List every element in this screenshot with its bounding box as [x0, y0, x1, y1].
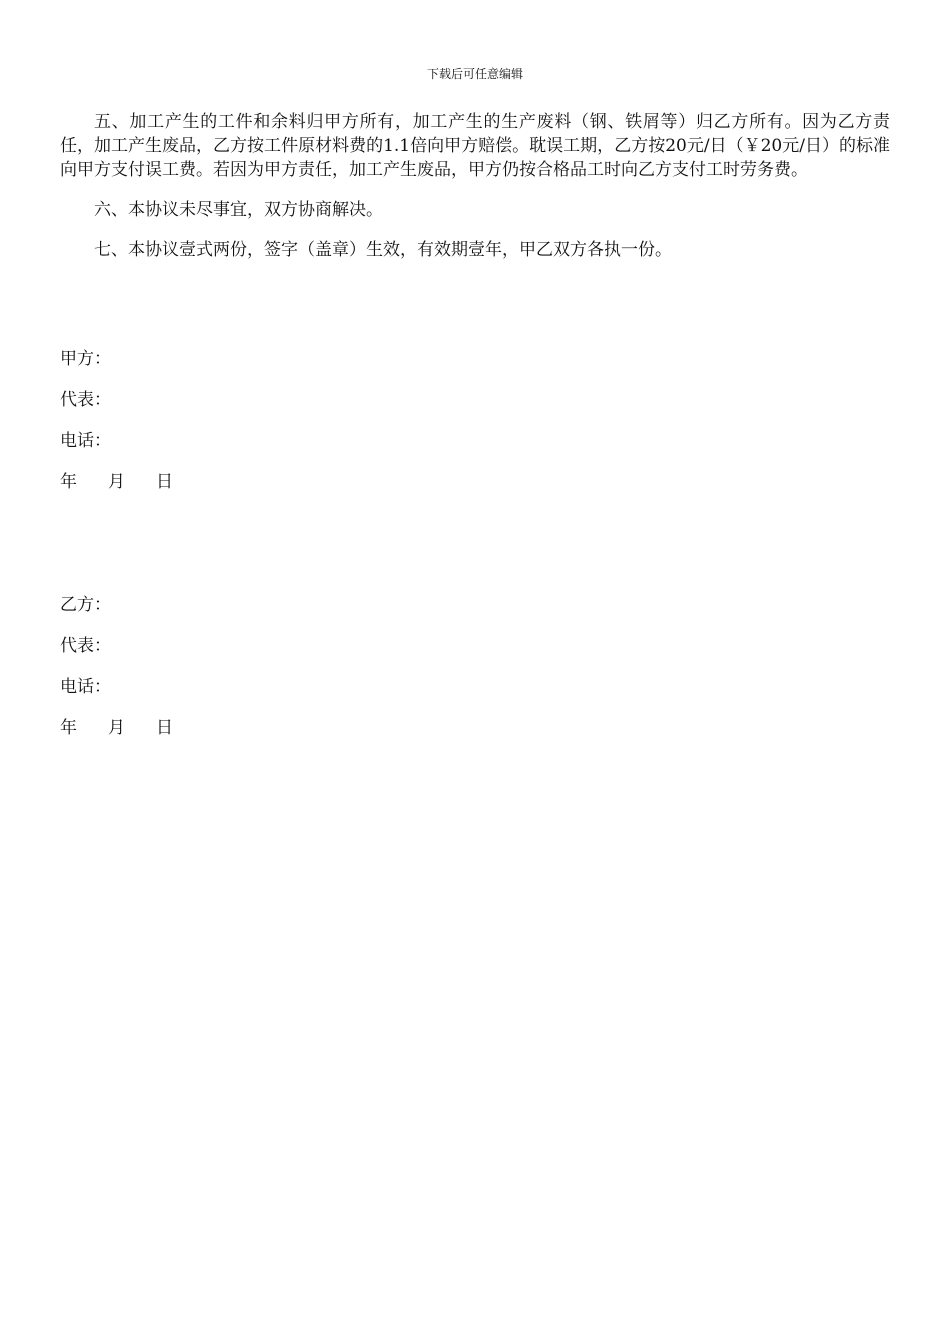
party-b-day-label: 日: [156, 718, 173, 738]
party-b-signature-block: [60, 593, 173, 757]
clause-seven: 七、本协议壹式两份，签字（盖章）生效，有效期壹年，甲乙双方各执一份。: [94, 240, 672, 260]
party-a-label: 甲方：: [60, 349, 111, 369]
party-a-signature-block: [60, 347, 173, 511]
party-a-representative-label: 代表：: [60, 390, 111, 410]
agreement-body: [60, 110, 890, 278]
party-b-phone-label: 电话：: [60, 677, 111, 697]
party-b-label: 乙方：: [60, 595, 111, 615]
party-b-month-label: 月: [108, 718, 125, 738]
party-a-phone-label: 电话：: [60, 431, 111, 451]
party-b-year-label: 年: [60, 718, 77, 738]
party-b-date-line: [60, 716, 173, 757]
page-header-note: 下载后可任意编辑: [426, 67, 523, 81]
party-a-month-label: 月: [108, 472, 125, 492]
party-a-year-label: 年: [60, 472, 77, 492]
party-a-date-line: [60, 470, 173, 511]
party-b-representative-label: 代表：: [60, 636, 111, 656]
clause-six: 六、本协议未尽事宜，双方协商解决。: [94, 200, 383, 220]
clause-five: 五、加工产生的工件和余料归甲方所有，加工产生的生产废料（钢、铁屑等）归乙方所有。因为乙方责任，加工产生废品，乙方按工件原材料费的1.1倍向甲方赔偿。耽误工期，乙方按20元/日（￥20元/日）的标准向甲方支付误工费。若因为甲方责任，加工产生废品，甲方仍按合格品工时向乙方支付工时劳务费。: [60, 112, 890, 180]
party-a-day-label: 日: [156, 472, 173, 492]
